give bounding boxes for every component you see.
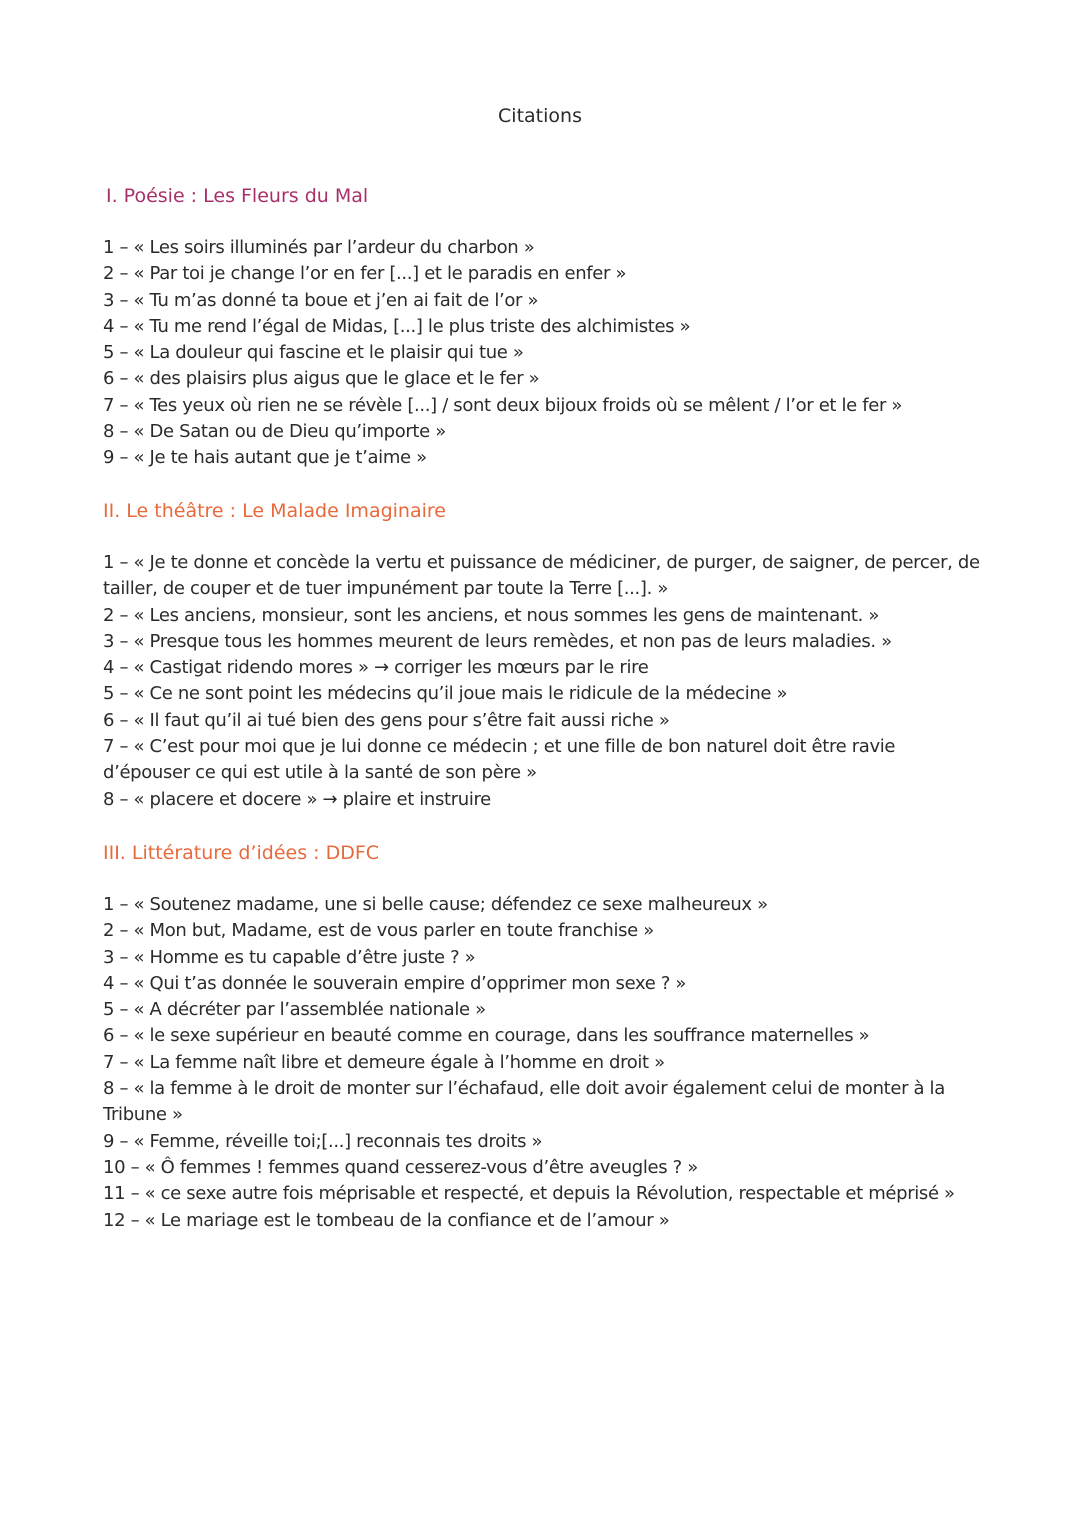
quote-item: 11 – « ce sexe autre fois méprisable et respecté, et depuis la Révolution, respectable et méprisé » [103,1183,955,1205]
section-theatre [103,498,983,810]
quote-item: 4 – « Qui t’as donnée le souverain empire d’opprimer mon sexe ? » [103,972,687,994]
quote-item: 7 – « C’est pour moi que je lui donne ce médecin ; et une fille de bon naturel doit être ravie d’épouser ce qui est utile à la santé de son père » [103,736,896,784]
quote-item: 2 – « Mon but, Madame, est de vous parler en toute franchise » [103,920,654,942]
quote-list [103,892,983,1234]
quote-item: 1 – « Soutenez madame, une si belle cause; défendez ce sexe malheureux » [103,894,768,915]
section-heading: I. Poésie : Les Fleurs du Mal [106,185,369,207]
section-poesie [103,183,983,469]
quote-item: 3 – « Homme es tu capable d’être juste ? » [103,946,476,968]
quote-item: 9 – « Je te hais autant que je t’aime » [103,447,427,469]
quote-item: 6 – « des plaisirs plus aigus que le glace et le fer » [103,368,540,390]
quote-item: 9 – « Femme, réveille toi;[...] reconnais tes droits » [103,1130,543,1152]
section-heading: III. Littérature d’idées : DDFC [103,842,380,864]
quote-item: 8 – « De Satan ou de Dieu qu’importe » [103,421,446,443]
quote-item: 6 – « le sexe supérieur en beauté comme en courage, dans les souffrance maternelles » [103,1025,870,1047]
quote-item: 8 – « la femme à le droit de monter sur l’échafaud, elle doit avoir également celui de monter à la Tribune » [103,1078,945,1126]
quote-item: 5 – « A décréter par l’assemblée nationale » [103,999,486,1021]
document-title: Citations [498,105,582,127]
quote-item: 4 – « Castigat ridendo mores » → corriger les mœurs par le rire [103,657,649,679]
section-heading: II. Le théâtre : Le Malade Imaginaire [103,500,446,522]
quote-item: 5 – « Ce ne sont point les médecins qu’il joue mais le ridicule de la médecine » [103,683,788,705]
quote-item: 1 – « Les soirs illuminés par l’ardeur du charbon » [103,237,535,258]
quote-item: 5 – « La douleur qui fascine et le plaisir qui tue » [103,342,524,364]
quote-list [103,235,983,472]
section-litterature [103,840,983,1231]
quote-item: 7 – « Tes yeux où rien ne se révèle [...] / sont deux bijoux froids où se mêlent / l’or et le fer » [103,394,903,416]
quote-item: 6 – « Il faut qu’il ai tué bien des gens pour s’être fait aussi riche » [103,709,670,731]
quote-item: 7 – « La femme naît libre et demeure égale à l’homme en droit » [103,1051,665,1073]
quote-item: 8 – « placere et docere » → plaire et instruire [103,788,491,810]
quote-item: 3 – « Tu m’as donné ta boue et j’en ai fait de l’or » [103,289,539,311]
quote-item: 4 – « Tu me rend l’égal de Midas, [...] le plus triste des alchimistes » [103,315,691,337]
quote-item: 3 – « Presque tous les hommes meurent de leurs remèdes, et non pas de leurs maladies. » [103,630,892,652]
quote-item: 2 – « Par toi je change l’or en fer [...] et le paradis en enfer » [103,263,627,285]
quote-item: 1 – « Je te donne et concède la vertu et puissance de médiciner, de purger, de saigner, de percer, de tailler, de couper et de tuer impunément par toute la Terre [...]. » [103,552,980,600]
quote-item: 12 – « Le mariage est le tombeau de la confiance et de l’amour » [103,1209,670,1231]
quote-item: 10 – « Ô femmes ! femmes quand cesserez-vous d’être aveugles ? » [103,1156,698,1178]
quote-list [103,550,983,813]
quote-item: 2 – « Les anciens, monsieur, sont les anciens, et nous sommes les gens de maintenant. » [103,604,880,626]
